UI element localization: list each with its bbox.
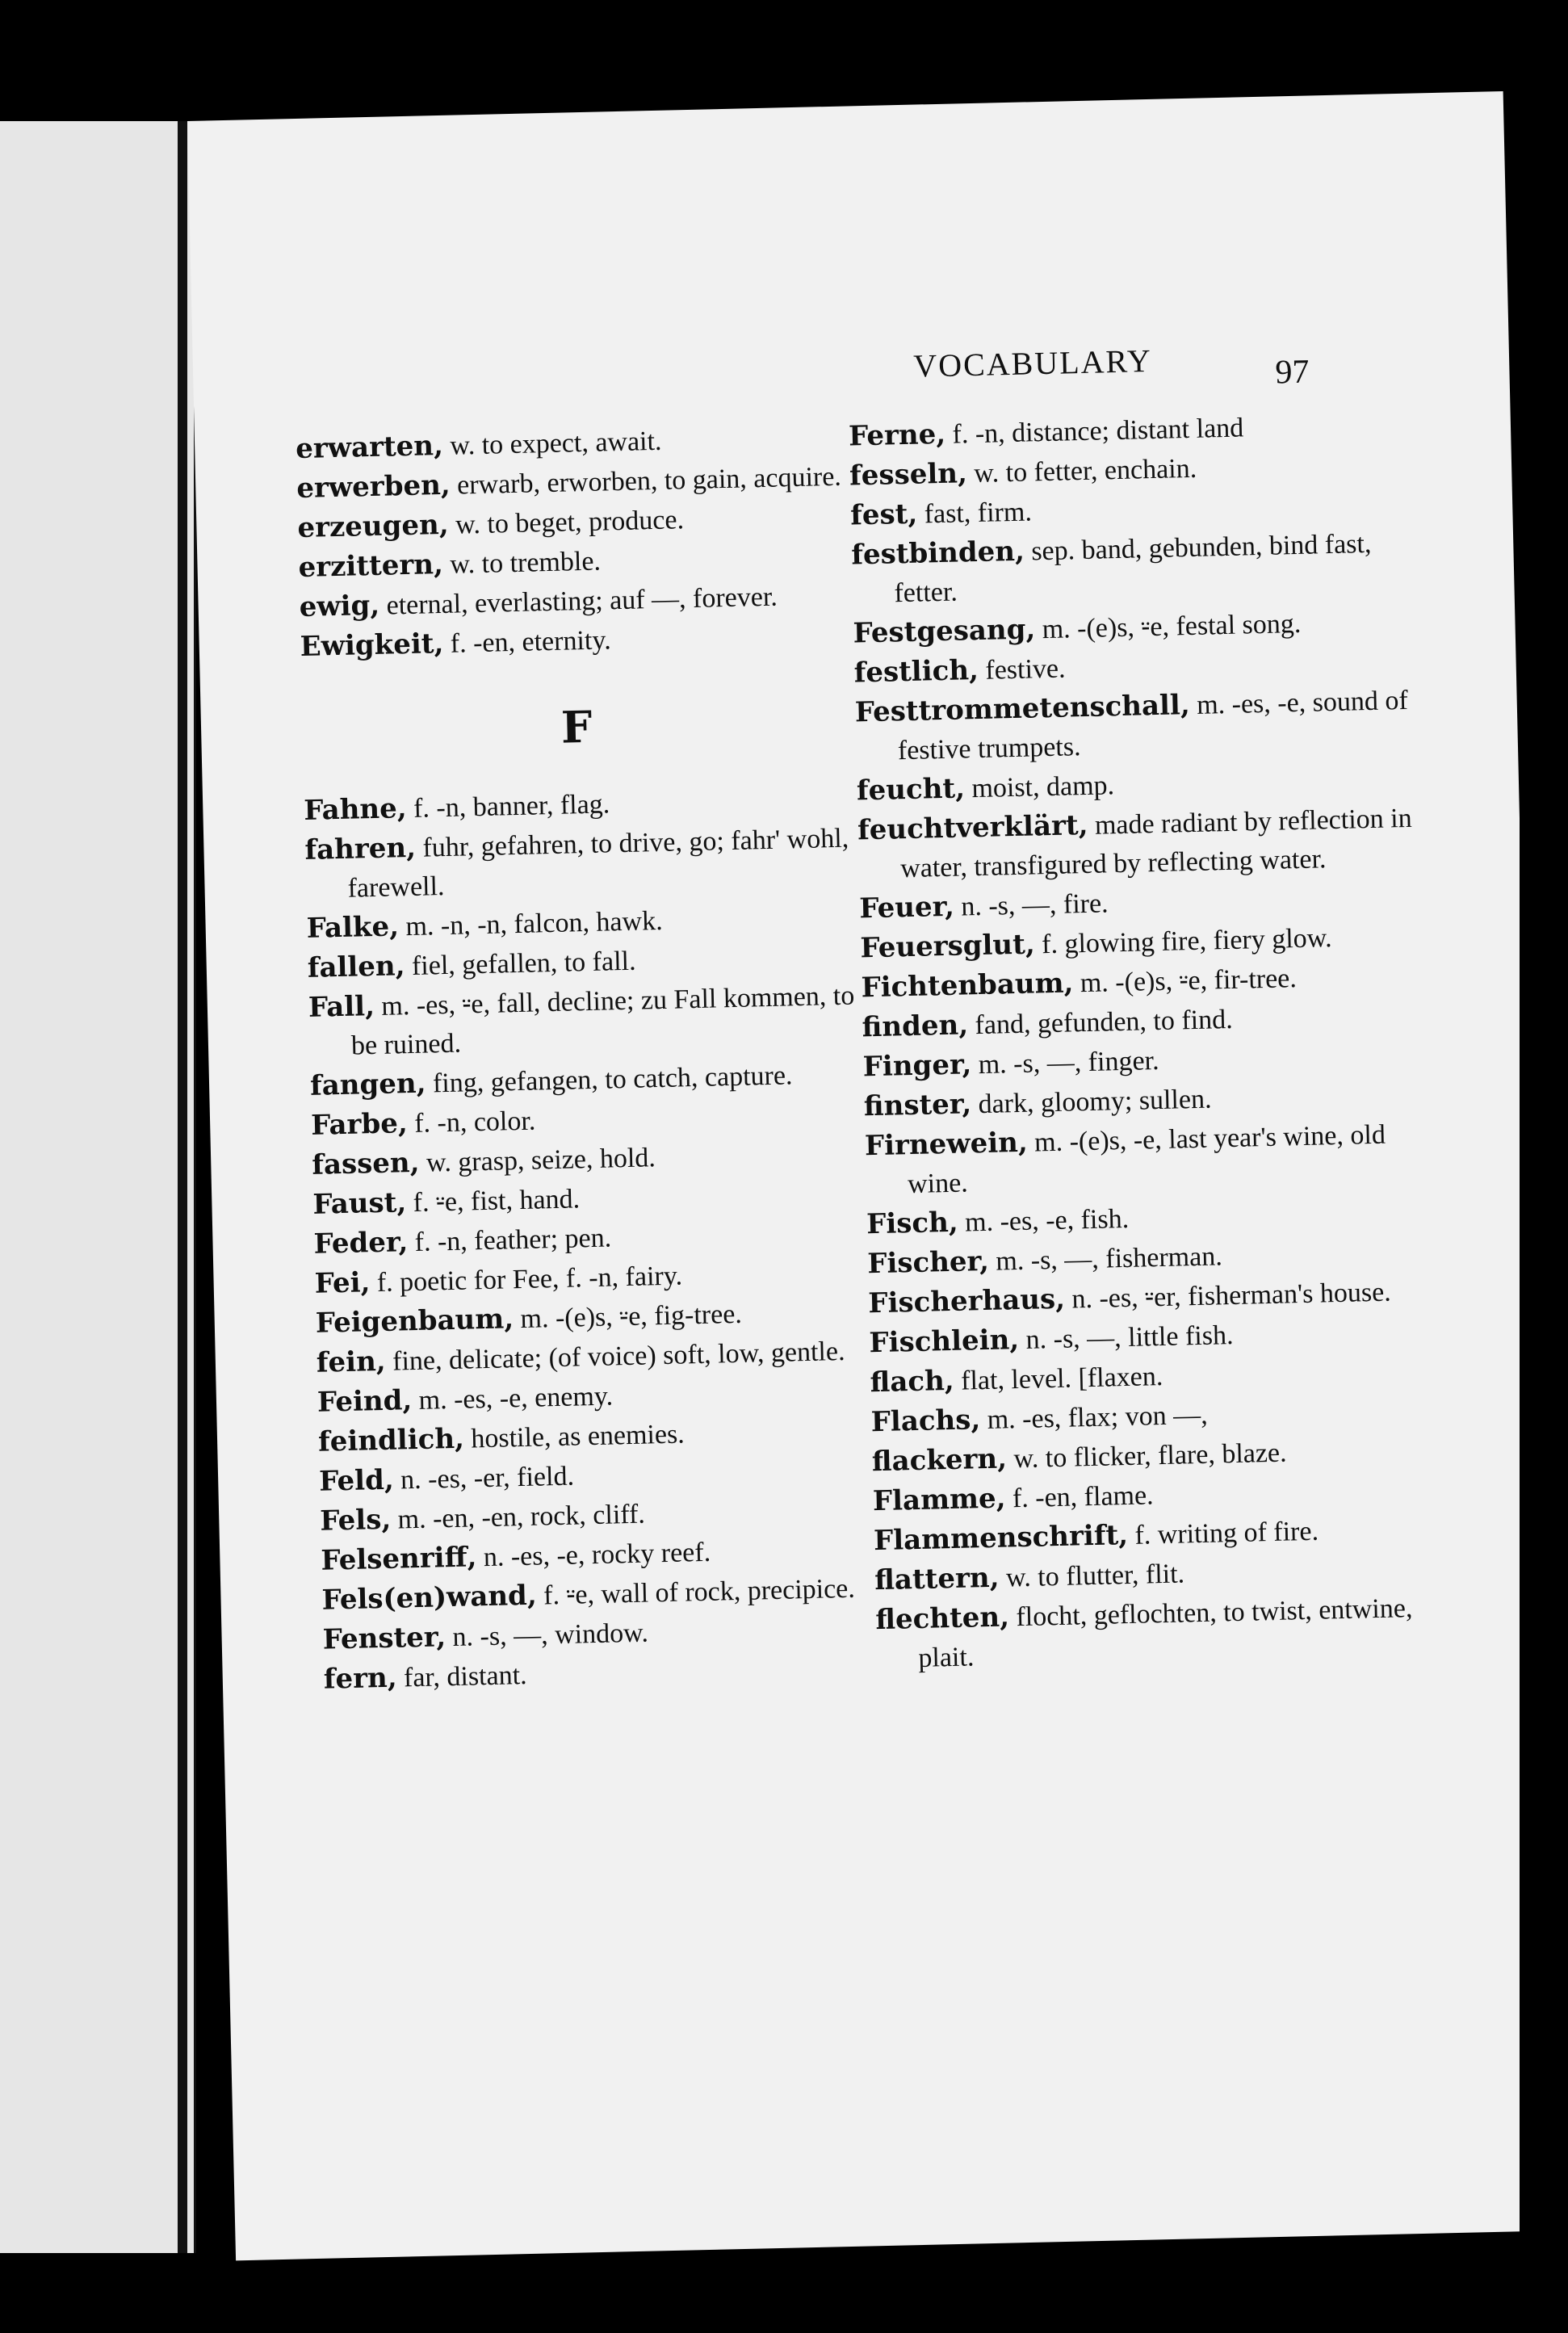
- definition: moist, damp.: [964, 770, 1115, 804]
- definition: far, distant.: [396, 1660, 527, 1693]
- headword: Festgesang,: [853, 613, 1036, 650]
- headword: Fels(en)wand,: [321, 1579, 538, 1617]
- definition: fine, delicate; (of voice) soft, low, gentle.: [385, 1336, 845, 1377]
- vocabulary-entry: [857, 799, 1424, 890]
- headword: Finger,: [862, 1048, 972, 1084]
- headword: erwerben,: [296, 468, 451, 506]
- definition: w. to flutter, flit.: [999, 1559, 1185, 1593]
- headword: erzeugen,: [297, 508, 450, 545]
- definition: m. -en, -en, rock, cliff.: [390, 1499, 646, 1535]
- vocabulary-entry: [854, 681, 1421, 772]
- definition: hostile, as enemies.: [463, 1419, 685, 1454]
- scan-border: [1520, 0, 1568, 2333]
- headword: Fischer,: [866, 1244, 990, 1281]
- running-header: VOCABULARY: [912, 342, 1153, 384]
- headword: festbinden,: [850, 535, 1025, 572]
- headword: Fichtenbaum,: [861, 967, 1074, 1005]
- book-gutter: [178, 121, 187, 2253]
- definition: m. -(e)s, ⸚e, festal song.: [1034, 608, 1302, 645]
- headword: Feigenbaum,: [315, 1303, 514, 1340]
- definition: f. ⸚e, wall of rock, precipice.: [536, 1573, 856, 1611]
- headword: feucht,: [856, 772, 966, 808]
- definition: m. -(e)s, ⸚e, fir-tree.: [1072, 963, 1298, 999]
- definition: flocht, geflochten, to twist, entwine, plait.: [917, 1593, 1413, 1673]
- definition: fiel, gefallen, to fall.: [405, 946, 636, 982]
- headword: Fall,: [308, 990, 375, 1024]
- headword: fangen,: [309, 1067, 426, 1102]
- headword: ewig,: [299, 589, 380, 624]
- vocabulary-entry: [851, 523, 1418, 615]
- page-number: 97: [1274, 353, 1310, 392]
- headword: finden,: [862, 1009, 969, 1044]
- definition: n. -s, —, fire.: [954, 888, 1109, 922]
- definition: m. -s, —, finger.: [971, 1046, 1159, 1080]
- definition: m. -es, -e, fish.: [958, 1203, 1130, 1238]
- headword: feindlich,: [317, 1422, 465, 1458]
- definition: f. ⸚e, fist, hand.: [405, 1184, 581, 1219]
- definition: w. to tremble.: [442, 546, 602, 580]
- definition: w. to beget, produce.: [448, 505, 685, 540]
- definition: dark, gloomy; sullen.: [971, 1084, 1212, 1120]
- right-column: [849, 405, 1442, 1679]
- headword: fahren,: [304, 831, 417, 866]
- headword: Felsenriff,: [321, 1541, 477, 1577]
- vocabulary-entry: [304, 819, 855, 909]
- headword: Feuer,: [858, 890, 955, 925]
- definition: f. -n, distance; distant land: [945, 413, 1244, 450]
- headword: erwarten,: [295, 429, 444, 466]
- definition: n. -es, ⸚er, fisherman's house.: [1064, 1277, 1392, 1315]
- definition: w. to expect, await.: [442, 426, 662, 461]
- definition: f. -en, eternity.: [442, 625, 612, 659]
- headword: fesseln,: [849, 457, 968, 493]
- headword: Feind,: [317, 1384, 413, 1419]
- definition: n. -es, -er, field.: [393, 1461, 575, 1496]
- vocabulary-entry: [308, 976, 858, 1066]
- section-letter: F: [560, 700, 593, 753]
- headword: Ferne,: [848, 418, 946, 453]
- definition: eternal, everlasting; auf —, forever.: [379, 581, 778, 621]
- headword: Feuersglut,: [860, 928, 1036, 965]
- headword: fest,: [849, 497, 918, 532]
- headword: fein,: [316, 1345, 387, 1379]
- headword: feuchtverklärt,: [857, 808, 1088, 847]
- headword: flattern,: [874, 1561, 1000, 1597]
- entries-e-section: [296, 418, 849, 667]
- definition: n. -s, —, window.: [445, 1618, 649, 1653]
- headword: Faust,: [312, 1186, 407, 1221]
- definition: w. to flicker, flare, blaze.: [1006, 1437, 1287, 1475]
- left-column: [296, 418, 874, 1700]
- headword: finster,: [863, 1088, 972, 1123]
- definition: m. -n, -n, falcon, hawk.: [398, 905, 663, 942]
- definition: m. -es, -e, sound of festive trumpets.: [897, 685, 1409, 766]
- entries-f-continued: [849, 405, 1442, 1679]
- headword: flackern,: [871, 1442, 1008, 1479]
- definition: sep. band, gebunden, bind fast, fetter.: [894, 528, 1372, 609]
- headword: Festtrommetenschall,: [854, 689, 1191, 729]
- headword: Fisch,: [866, 1206, 959, 1241]
- headword: Feder,: [313, 1226, 409, 1261]
- headword: Flammenschrift,: [873, 1519, 1129, 1558]
- definition: f. -n, banner, flag.: [406, 789, 610, 825]
- headword: Flamme,: [872, 1482, 1006, 1518]
- definition: n. -es, -e, rocky reef.: [476, 1537, 711, 1573]
- vocabulary-entry: [875, 1588, 1442, 1679]
- definition: erwarb, erworben, to gain, acquire.: [450, 461, 842, 501]
- definition: m. -es, flax; von —,: [979, 1399, 1209, 1436]
- definition: fast, firm.: [916, 497, 1033, 530]
- definition: m. -s, —, fisherman.: [988, 1241, 1223, 1277]
- definition: m. -es, -e, enemy.: [411, 1381, 614, 1416]
- definition: w. to fetter, enchain.: [966, 453, 1197, 489]
- headword: Fischlein,: [869, 1324, 1020, 1360]
- definition: f. -en, flame.: [1005, 1480, 1154, 1514]
- facing-page-edge: [0, 121, 196, 2253]
- definition: f. poetic for Fee, f. -n, fairy.: [369, 1261, 683, 1299]
- vocabulary-entry: [864, 1114, 1431, 1205]
- headword: Ewigkeit,: [300, 627, 444, 663]
- definition: m. -(e)s, -e, last year's wine, old wine.: [907, 1119, 1386, 1200]
- headword: Falke,: [306, 910, 400, 945]
- headword: Flachs,: [870, 1404, 981, 1439]
- definition: m. -(e)s, ⸚e, fig-tree.: [513, 1299, 743, 1335]
- definition: n. -s, —, little fish.: [1018, 1320, 1234, 1356]
- definition: fuhr, gefahren, to drive, go; fahr' wohl, farewell.: [347, 823, 849, 904]
- definition: fand, gefunden, to find.: [967, 1004, 1234, 1041]
- headword: fern,: [323, 1661, 397, 1696]
- definition: f. -n, color.: [407, 1106, 536, 1139]
- headword: Fischerhaus,: [867, 1282, 1066, 1320]
- definition: f. -n, feather; pen.: [407, 1223, 612, 1258]
- definition: w. grasp, seize, hold.: [419, 1143, 656, 1178]
- headword: fassen,: [311, 1146, 420, 1181]
- headword: fallen,: [307, 950, 405, 984]
- book-page: [187, 91, 1552, 2260]
- definition: made radiant by reflection in water, transfigured by reflecting water.: [899, 803, 1413, 884]
- headword: Feld,: [318, 1463, 395, 1498]
- headword: flechten,: [874, 1601, 1010, 1637]
- headword: festlich,: [853, 653, 979, 690]
- definition: festive.: [978, 653, 1066, 686]
- definition: fing, gefangen, to catch, capture.: [426, 1060, 793, 1099]
- headword: Fenster,: [322, 1621, 447, 1656]
- headword: Fahne,: [303, 792, 408, 827]
- headword: flach,: [870, 1364, 955, 1399]
- headword: Fei,: [314, 1266, 371, 1300]
- headword: Firnewein,: [864, 1126, 1029, 1163]
- definition: m. -es, ⸚e, fall, decline; zu Fall kommen, to be ruined.: [350, 980, 855, 1061]
- headword: erzittern,: [298, 548, 444, 585]
- headword: Fels,: [319, 1503, 392, 1538]
- entries-f-section: [304, 779, 873, 1700]
- definition: f. writing of fire.: [1127, 1516, 1319, 1551]
- headword: Farbe,: [310, 1107, 409, 1142]
- definition: flat, level. [flaxen.: [954, 1361, 1163, 1396]
- definition: f. glowing fire, fiery glow.: [1034, 923, 1332, 960]
